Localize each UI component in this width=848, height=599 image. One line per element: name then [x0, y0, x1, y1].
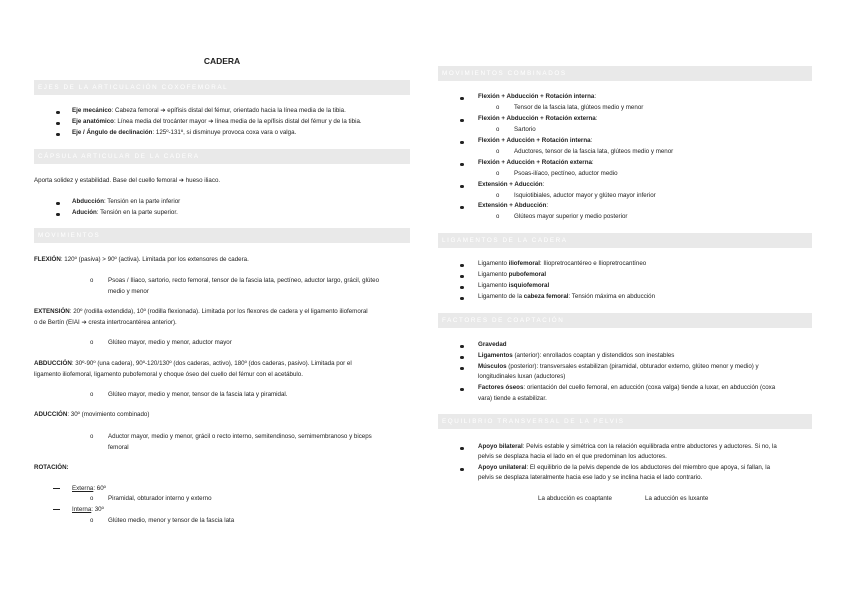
bullet — [460, 275, 464, 279]
bullet — [460, 356, 464, 360]
coaptacion-oseos-cont: vara) tiende a estabilizar. — [478, 395, 547, 402]
eje-declinacion: Eje / Ángulo de declinación: 125º-131º, si disminuye provoca coxa vara o valga. — [72, 129, 297, 136]
bullet — [56, 111, 60, 115]
extension-muscles: Glúteo mayor, medio y menor, aductor mayor — [108, 339, 232, 346]
bullet — [460, 163, 464, 167]
dash-bullet — [53, 509, 60, 510]
bullet — [460, 345, 464, 349]
bullet — [460, 468, 464, 472]
combinado-3: Flexión + Aducción + Rotación interna: — [478, 137, 593, 144]
page-title: CADERA — [203, 56, 241, 66]
apoyo-unilateral-cont: pelvis se desplaza lateralmente hacia ese lado y se inclina hacia el lado contrario. — [478, 474, 703, 481]
bullet — [460, 97, 464, 101]
dash-bullet — [53, 488, 60, 489]
flexion-text: FLEXIÓN: 120º (pasiva) > 90º (activa). Limitada por los extensores de cadera. — [34, 256, 249, 263]
combinado-2-sub: Sartorio — [514, 126, 536, 133]
section-header-coaptacion: FACTORES DE COAPTACIÓN — [438, 313, 812, 328]
circle-bullet-icon: o — [90, 496, 94, 502]
capsula-aduccion: Adución: Tensión en la parte superior. — [72, 209, 178, 216]
aduccion-muscles-cont: femoral — [108, 444, 129, 451]
apoyo-unilateral: Apoyo unilateral: El equilibrio de la pelvis depende de los abductores del miembro que apoya, si fallan, la — [478, 464, 771, 471]
bullet — [460, 119, 464, 123]
aduccion-text: ADUCCIÓN: 30º (movimiento combinado) — [34, 411, 150, 418]
abduccion-text-cont: ligamento iliofemoral, ligamento pubofemoral y choque óseo del cuello del fémur con el acetábulo. — [34, 371, 303, 378]
bullet — [460, 286, 464, 290]
note-aduccion: La aducción es luxante — [645, 495, 709, 502]
combinado-1: Flexión + Abducción + Rotación interna: — [478, 93, 597, 100]
eje-anatomico: Eje anatómico: Línea media del trocánter mayor ➔ línea media de la epífisis distal del fémur y de la tibia. — [72, 118, 362, 125]
combinado-4-sub: Psoas-ilíaco, pectíneo, aductor medio — [514, 170, 618, 177]
bullet — [460, 367, 464, 371]
bullet — [56, 202, 60, 206]
circle-bullet-icon: o — [90, 434, 94, 440]
combinado-2: Flexión + Abducción + Rotación externa: — [478, 115, 598, 122]
bullet — [56, 122, 60, 126]
aduccion-muscles: Aductor mayor, medio y menor, grácil o recto interno, semitendinoso, semimembranoso y biceps — [108, 433, 372, 440]
bullet — [56, 133, 60, 137]
bullet — [460, 264, 464, 268]
section-header-ligamentos: LIGAMENTOS DE LA CADERA — [438, 233, 812, 248]
apoyo-bilateral: Apoyo bilateral: Pelvis estable y simétrica con la relación equilibrada entre abductores y aductores. Si no, la — [478, 443, 777, 450]
bullet — [460, 141, 464, 145]
section-header-movimientos: MOVIMIENTOS — [34, 228, 410, 243]
coaptacion-musculos: Músculos (posterior): transversales estabilizan (piramidal, obturador externo, glúteo menor y medio) y — [478, 363, 759, 370]
rotacion-externa: Externa: 60º — [72, 485, 106, 492]
combinado-6: Extensión + Abducción: — [478, 202, 549, 209]
capsula-abduccion: Abducción: Tensión en la parte inferior — [72, 198, 181, 205]
ligamento-3: Ligamento isquiofemoral — [478, 282, 550, 289]
extension-text: EXTENSIÓN: 20º (rodilla extendida), 10º (rodilla flexionada). Limitada por los flexores de cadera y el ligamento iliofemoral — [34, 308, 368, 315]
flexion-muscles: Psoas / Iliaco, sartorio, recto femoral, tensor de la fascia lata, pectíneo, aductor largo, grácil, glúteo — [108, 277, 380, 284]
section-header-combinados: MOVIMIENTOS COMBINADOS — [438, 66, 812, 81]
flexion-muscles-cont: medio y menor — [108, 288, 149, 295]
rotacion-interna: Interna: 30º — [72, 506, 104, 513]
bullet — [460, 185, 464, 189]
bullet — [460, 388, 464, 392]
bullet — [56, 213, 60, 217]
section-header-equilibrio: EQUILIBRIO TRANSVERSAL DE LA PELVIS — [438, 414, 812, 429]
coaptacion-gravedad: Gravedad — [478, 341, 507, 348]
circle-bullet-icon: o — [496, 214, 500, 220]
circle-bullet-icon: o — [496, 105, 500, 111]
bullet — [460, 297, 464, 301]
circle-bullet-icon: o — [496, 193, 500, 199]
eje-mecanico: Eje mecánico: Cabeza femoral ➔ epífisis distal del fémur, orientado hacia la línea media de la tibia. — [72, 107, 346, 114]
coaptacion-musculos-cont: longitudinales luxan (aductores) — [478, 373, 566, 380]
combinado-5-sub: Isquiotibiales, aductor mayor y glúteo mayor inferior — [514, 192, 656, 199]
combinado-1-sub: Tensor de la fascia lata, glúteos medio y menor — [514, 104, 644, 111]
interna-muscles: Glúteo medio, menor y tensor de la fascia lata — [108, 517, 235, 524]
note-abduccion: La abducción es coaptante — [538, 495, 612, 502]
combinado-4: Flexión + Aducción + Rotación externa: — [478, 159, 594, 166]
section-header-capsula: CÁPSULA ARTICULAR DE LA CADERA — [34, 149, 410, 164]
combinado-5: Extensión + Aducción: — [478, 181, 545, 188]
abduccion-muscles: Glúteo mayor, medio y menor, tensor de la fascia lata y piramidal. — [108, 391, 288, 398]
ligamento-2: Ligamento pubofemoral — [478, 271, 547, 278]
circle-bullet-icon: o — [496, 149, 500, 155]
circle-bullet-icon: o — [90, 518, 94, 524]
circle-bullet-icon: o — [90, 278, 94, 284]
rotacion-label: ROTACIÓN: — [34, 464, 69, 471]
extension-text-cont: o de Bertín (EIAI ➔ cresta intertrocantérea anterior). — [34, 319, 177, 326]
circle-bullet-icon: o — [496, 127, 500, 133]
coaptacion-ligamentos: Ligamentos (anterior): enrollados coaptan y distendidos son inestables — [478, 352, 675, 359]
externa-muscles: Piramidal, obturador interno y externo — [108, 495, 212, 502]
combinado-6-sub: Glúteos mayor superior y medio posterior — [514, 213, 628, 220]
ligamento-1: Ligamento iliofemoral: Iliopretrocantéreo e Iliopretrocantíneo — [478, 260, 647, 267]
coaptacion-oseos: Factores óseos: orientación del cuello femoral, en aducción (coxa valga) tiende a luxar, en abducción (coxa — [478, 384, 776, 391]
circle-bullet-icon: o — [496, 171, 500, 177]
section-header-ejes: EJES DE LA ARTICULACIÓN COXOFEMORAL — [34, 80, 410, 95]
combinado-3-sub: Aductores, tensor de la fascia lata, glúteos medio y menor — [514, 148, 674, 155]
apoyo-bilateral-cont: pelvis se desplaza hacia el lado en el que predominan los aductores. — [478, 453, 667, 460]
bullet — [460, 206, 464, 210]
circle-bullet-icon: o — [90, 392, 94, 398]
circle-bullet-icon: o — [90, 340, 94, 346]
capsula-intro: Aporta solidez y estabilidad. Base del cuello femoral ➔ hueso iliaco. — [34, 177, 221, 184]
bullet — [460, 447, 464, 451]
ligamento-4: Ligamento de la cabeza femoral: Tensión máxima en abducción — [478, 293, 656, 300]
abduccion-text: ABDUCCIÓN: 30º-90º (una cadera), 90º-120/130º (dos caderas, activo), 180º (dos caderas, pasivo). Limitada por el — [34, 360, 352, 367]
